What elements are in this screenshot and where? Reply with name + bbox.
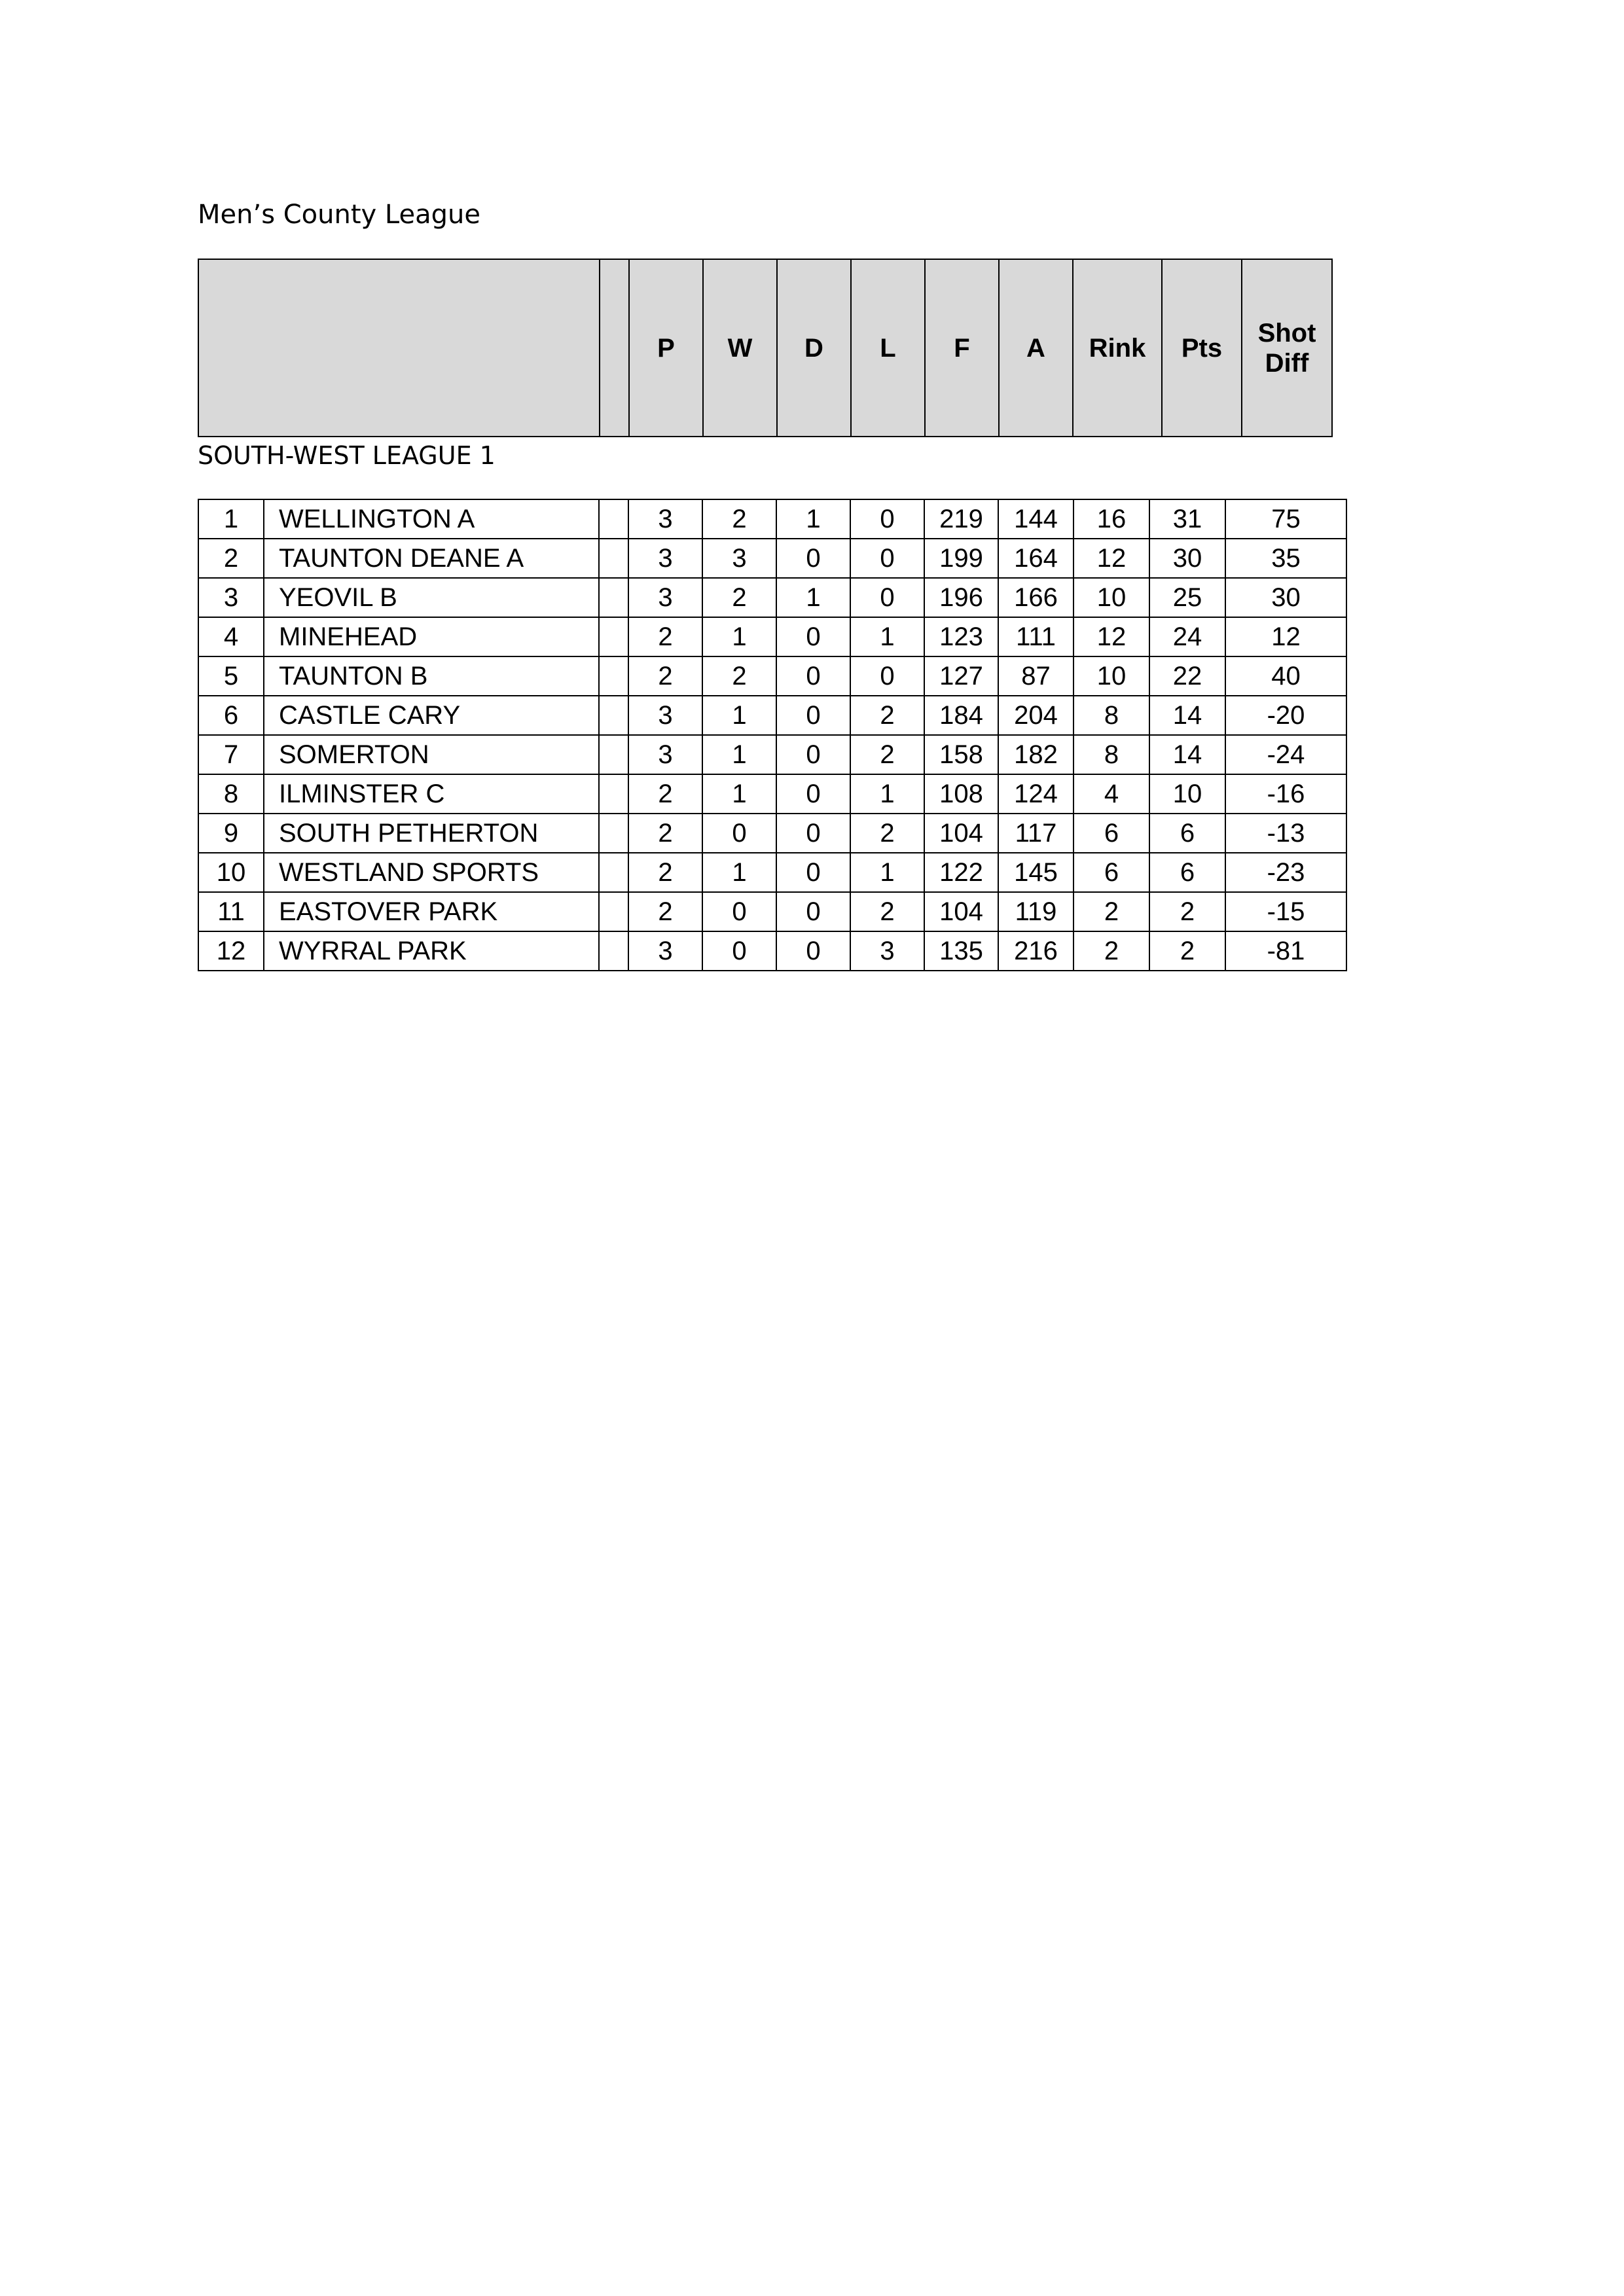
against-cell: 145	[998, 853, 1074, 892]
drawn-cell: 1	[776, 578, 850, 617]
spacer-cell	[599, 774, 628, 814]
header-w: W	[703, 259, 777, 437]
header-team-blank	[198, 259, 600, 437]
points-cell: 2	[1149, 892, 1225, 931]
drawn-cell: 0	[776, 774, 850, 814]
won-cell: 0	[702, 814, 776, 853]
rink-cell: 10	[1074, 578, 1149, 617]
document-title: Men’s County League	[198, 200, 480, 230]
team-name-cell: WELLINGTON A	[264, 499, 599, 539]
spacer-cell	[599, 853, 628, 892]
rink-cell: 6	[1074, 853, 1149, 892]
against-cell: 117	[998, 814, 1074, 853]
lost-cell: 2	[850, 735, 924, 774]
header-shot-diff-line2: Diff	[1265, 348, 1309, 378]
drawn-cell: 0	[776, 656, 850, 696]
lost-cell: 1	[850, 853, 924, 892]
shot-diff-cell: 40	[1225, 656, 1346, 696]
league-table	[198, 499, 1347, 971]
for-cell: 199	[924, 539, 998, 578]
drawn-cell: 0	[776, 853, 850, 892]
position-cell: 6	[198, 696, 264, 735]
table-row	[198, 499, 1346, 539]
spacer-cell	[599, 656, 628, 696]
against-cell: 204	[998, 696, 1074, 735]
table-header	[198, 259, 1333, 437]
for-cell: 104	[924, 892, 998, 931]
points-cell: 6	[1149, 853, 1225, 892]
points-cell: 2	[1149, 931, 1225, 971]
for-cell: 196	[924, 578, 998, 617]
shot-diff-cell: 75	[1225, 499, 1346, 539]
points-cell: 25	[1149, 578, 1225, 617]
team-name-cell: YEOVIL B	[264, 578, 599, 617]
header-shot-diff	[1242, 259, 1332, 437]
lost-cell: 2	[850, 696, 924, 735]
header-spacer-blank	[600, 259, 629, 437]
header-shot-diff-line1: Shot	[1257, 318, 1316, 348]
position-cell: 8	[198, 774, 264, 814]
against-cell: 182	[998, 735, 1074, 774]
points-cell: 14	[1149, 696, 1225, 735]
shot-diff-cell: -20	[1225, 696, 1346, 735]
table-row	[198, 696, 1346, 735]
played-cell: 3	[628, 931, 702, 971]
table-row	[198, 774, 1346, 814]
against-cell: 111	[998, 617, 1074, 656]
position-cell: 1	[198, 499, 264, 539]
points-cell: 22	[1149, 656, 1225, 696]
league-table-body	[198, 499, 1346, 971]
for-cell: 127	[924, 656, 998, 696]
spacer-cell	[599, 696, 628, 735]
position-cell: 12	[198, 931, 264, 971]
position-cell: 3	[198, 578, 264, 617]
team-name-cell: ILMINSTER C	[264, 774, 599, 814]
rink-cell: 2	[1074, 931, 1149, 971]
team-name-cell: EASTOVER PARK	[264, 892, 599, 931]
against-cell: 119	[998, 892, 1074, 931]
shot-diff-cell: -16	[1225, 774, 1346, 814]
against-cell: 144	[998, 499, 1074, 539]
played-cell: 3	[628, 735, 702, 774]
position-cell: 5	[198, 656, 264, 696]
played-cell: 3	[628, 578, 702, 617]
won-cell: 0	[702, 931, 776, 971]
won-cell: 1	[702, 735, 776, 774]
spacer-cell	[599, 617, 628, 656]
against-cell: 87	[998, 656, 1074, 696]
spacer-cell	[599, 539, 628, 578]
won-cell: 1	[702, 696, 776, 735]
shot-diff-cell: -23	[1225, 853, 1346, 892]
position-cell: 7	[198, 735, 264, 774]
drawn-cell: 0	[776, 539, 850, 578]
team-name-cell: WYRRAL PARK	[264, 931, 599, 971]
spacer-cell	[599, 735, 628, 774]
shot-diff-cell: -24	[1225, 735, 1346, 774]
won-cell: 1	[702, 617, 776, 656]
drawn-cell: 1	[776, 499, 850, 539]
for-cell: 135	[924, 931, 998, 971]
header-rink: Rink	[1073, 259, 1162, 437]
team-name-cell: SOUTH PETHERTON	[264, 814, 599, 853]
team-name-cell: WESTLAND SPORTS	[264, 853, 599, 892]
played-cell: 3	[628, 539, 702, 578]
shot-diff-cell: -15	[1225, 892, 1346, 931]
played-cell: 3	[628, 499, 702, 539]
won-cell: 3	[702, 539, 776, 578]
lost-cell: 2	[850, 892, 924, 931]
shot-diff-cell: 35	[1225, 539, 1346, 578]
table-row	[198, 617, 1346, 656]
rink-cell: 12	[1074, 539, 1149, 578]
drawn-cell: 0	[776, 931, 850, 971]
played-cell: 2	[628, 656, 702, 696]
rink-cell: 4	[1074, 774, 1149, 814]
shot-diff-cell: 12	[1225, 617, 1346, 656]
points-cell: 10	[1149, 774, 1225, 814]
spacer-cell	[599, 499, 628, 539]
table-row	[198, 814, 1346, 853]
for-cell: 123	[924, 617, 998, 656]
lost-cell: 3	[850, 931, 924, 971]
header-pts: Pts	[1162, 259, 1242, 437]
table-row	[198, 539, 1346, 578]
spacer-cell	[599, 578, 628, 617]
against-cell: 164	[998, 539, 1074, 578]
spacer-cell	[599, 931, 628, 971]
team-name-cell: TAUNTON DEANE A	[264, 539, 599, 578]
for-cell: 158	[924, 735, 998, 774]
drawn-cell: 0	[776, 735, 850, 774]
position-cell: 4	[198, 617, 264, 656]
drawn-cell: 0	[776, 814, 850, 853]
table-row	[198, 735, 1346, 774]
table-row	[198, 931, 1346, 971]
played-cell: 2	[628, 814, 702, 853]
table-row	[198, 656, 1346, 696]
for-cell: 108	[924, 774, 998, 814]
team-name-cell: MINEHEAD	[264, 617, 599, 656]
header-d: D	[777, 259, 851, 437]
position-cell: 9	[198, 814, 264, 853]
rink-cell: 10	[1074, 656, 1149, 696]
lost-cell: 0	[850, 578, 924, 617]
shot-diff-cell: -81	[1225, 931, 1346, 971]
header-a: A	[999, 259, 1073, 437]
drawn-cell: 0	[776, 696, 850, 735]
points-cell: 30	[1149, 539, 1225, 578]
drawn-cell: 0	[776, 617, 850, 656]
table-row	[198, 578, 1346, 617]
rink-cell: 8	[1074, 696, 1149, 735]
played-cell: 2	[628, 617, 702, 656]
rink-cell: 8	[1074, 735, 1149, 774]
won-cell: 2	[702, 578, 776, 617]
won-cell: 0	[702, 892, 776, 931]
section-title: SOUTH-WEST LEAGUE 1	[198, 441, 496, 470]
rink-cell: 16	[1074, 499, 1149, 539]
position-cell: 10	[198, 853, 264, 892]
rink-cell: 2	[1074, 892, 1149, 931]
rink-cell: 12	[1074, 617, 1149, 656]
against-cell: 216	[998, 931, 1074, 971]
rink-cell: 6	[1074, 814, 1149, 853]
points-cell: 31	[1149, 499, 1225, 539]
team-name-cell: SOMERTON	[264, 735, 599, 774]
for-cell: 104	[924, 814, 998, 853]
team-name-cell: TAUNTON B	[264, 656, 599, 696]
lost-cell: 1	[850, 617, 924, 656]
played-cell: 2	[628, 774, 702, 814]
header-l: L	[851, 259, 925, 437]
for-cell: 184	[924, 696, 998, 735]
won-cell: 2	[702, 499, 776, 539]
lost-cell: 0	[850, 656, 924, 696]
table-row	[198, 853, 1346, 892]
won-cell: 1	[702, 853, 776, 892]
shot-diff-cell: 30	[1225, 578, 1346, 617]
position-cell: 11	[198, 892, 264, 931]
spacer-cell	[599, 814, 628, 853]
lost-cell: 0	[850, 539, 924, 578]
for-cell: 122	[924, 853, 998, 892]
lost-cell: 1	[850, 774, 924, 814]
lost-cell: 0	[850, 499, 924, 539]
played-cell: 2	[628, 853, 702, 892]
against-cell: 166	[998, 578, 1074, 617]
played-cell: 2	[628, 892, 702, 931]
team-name-cell: CASTLE CARY	[264, 696, 599, 735]
position-cell: 2	[198, 539, 264, 578]
shot-diff-cell: -13	[1225, 814, 1346, 853]
for-cell: 219	[924, 499, 998, 539]
against-cell: 124	[998, 774, 1074, 814]
lost-cell: 2	[850, 814, 924, 853]
points-cell: 6	[1149, 814, 1225, 853]
played-cell: 3	[628, 696, 702, 735]
points-cell: 14	[1149, 735, 1225, 774]
table-row	[198, 892, 1346, 931]
won-cell: 1	[702, 774, 776, 814]
header-p: P	[629, 259, 703, 437]
won-cell: 2	[702, 656, 776, 696]
spacer-cell	[599, 892, 628, 931]
drawn-cell: 0	[776, 892, 850, 931]
header-f: F	[925, 259, 999, 437]
points-cell: 24	[1149, 617, 1225, 656]
